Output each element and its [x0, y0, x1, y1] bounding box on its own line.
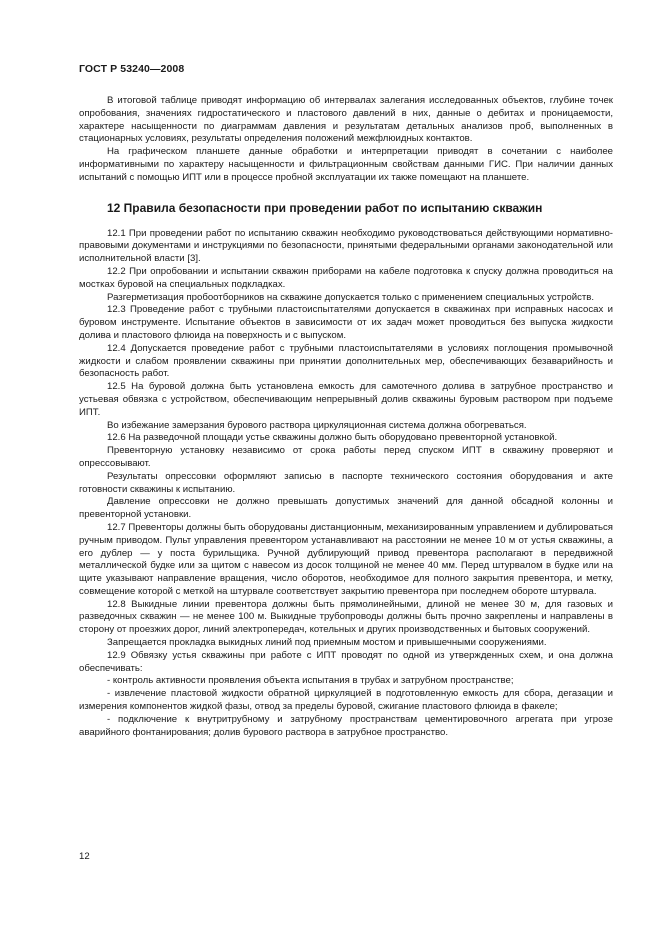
paragraph-12-4: 12.4 Допускается проведение работ с трубными пластоиспытателями в условиях поглощения промывочной жидкости и слабом проявлении скважины при принятии дополнительных мер, обеспечивающих безаварийность и безопасность работ. [79, 342, 613, 380]
paragraph: В итоговой таблице приводят информацию об интервалах залегания исследованных объектов, глубине точек опробования, значениях гидростатического и пластового давлений в них, данные о дебитах и проницаемости, характере насыщенности по диаграммам давления и результатам детальных анализов проб, выполненных в стационарных условиях, результаты определения положений межфлюидных контактов. [79, 95, 613, 145]
list-item: - контроль активности проявления объекта испытания в трубах и затрубном пространстве; [107, 675, 514, 687]
paragraph: Запрещается прокладка выкидных линий под приемным мостом и привышечными сооружениями. [107, 637, 547, 649]
paragraph-12-9: 12.9 Обвязку устья скважины при работе с ИПТ проводят по одной из утвержденных схем, и она должна обеспечивать: [79, 649, 613, 674]
paragraph: Давление опрессовки не должно превышать допустимых значений для данной обсадной колонны и превенторной установки. [79, 496, 613, 521]
section-heading: 12 Правила безопасности при проведении работ по испытанию скважин [107, 200, 543, 215]
paragraph: На графическом планшете данные обработки и интерпретации приводят в сочетании с наиболее информативными по характеру насыщенности и фильтрационным свойствам данными ГИС. При наличии данных испытаний с помощью ИПТ или в процессе пробной эксплуатации их также помещают на планшете. [79, 146, 613, 183]
standard-header: ГОСТ Р 53240—2008 [79, 63, 185, 75]
paragraph-12-3: 12.3 Проведение работ с трубными пластоиспытателями допускается в скважинах при исправных насосах и буровом инструменте. Испытание объектов в зависимости от их задач может проводиться без выпуска жидкости долива и пластового флюида на поверхность и с выпуском. [79, 304, 613, 341]
paragraph: Превенторную установку независимо от срока работы перед спуском ИПТ в скважину проверяют и опрессовывают. [79, 445, 613, 469]
paragraph-12-2: 12.2 При опробовании и испытании скважин приборами на кабеле подготовка к спуску должна проводиться на мостках буровой на специальных подкладках. [79, 265, 613, 290]
paragraph-12-7: 12.7 Превенторы должны быть оборудованы дистанционным, механизированным управлением и дублироваться ручным приводом. Пульт управления превентором устанавливают на расстоянии не менее 10 м от устья скважины, а его дублер — у поста бурильщика. Ручной дублирующий привод превентора располагают в передвижной металлической будке или за щитом с навесом из досок толщиной не менее 40 мм. Перед штурвалом в будке или на щите указывают направление вращения, число оборотов, необходимое для полного закрытия превентора, и метку, совмещение которой с меткой на штурвале соответствует закрытию превентора при последнем обороте штурвала. [79, 521, 613, 597]
page-number: 12 [79, 851, 90, 862]
paragraph-12-6: 12.6 На разведочной площади устье скважины должно быть оборудовано превенторной установкой. [107, 432, 558, 444]
list-item: - подключение к внутритрубному и затрубному пространствам цементировочного агрегата при угрозе аварийного фонтанирования; долив бурового раствора в затрубное пространство. [79, 713, 613, 738]
paragraph: Результаты опрессовки оформляют записью в паспорте технического состояния оборудования и акте готовности скважины к испытанию. [79, 470, 613, 495]
paragraph-12-5: 12.5 На буровой должна быть установлена емкость для самотечного долива в затрубное пространство и устьевая обвязка с устройством, обеспечивающим непрерывный долив скважины буровым раствором при подъеме ИПТ. [79, 381, 613, 418]
body-text [79, 95, 613, 739]
paragraph: Во избежание замерзания бурового раствора циркуляционная система должна обогреваться. [107, 419, 527, 431]
paragraph-12-8: 12.8 Выкидные линии превентора должны быть прямолинейными, длиной не менее 30 м, для газовых и разведочных скважин — не менее 100 м. Выкидные трубопроводы должны быть прочно закреплены и направлены в сторону от проезжих дорог, линий электропередач, котельных и других производственных и бытовых сооружений. [79, 598, 613, 636]
paragraph: Разгерметизация пробоотборников на скважине допускается только с применением специальных устройств. [107, 291, 595, 303]
paragraph-12-1: 12.1 При проведении работ по испытанию скважин необходимо руководствоваться действующими нормативно-правовыми документами и инструкциями по безопасности, принятыми федеральными органами законодательной или исполнительной власти [3]. [79, 227, 613, 265]
list-item: - извлечение пластовой жидкости обратной циркуляцией в подготовленную емкость для сбора, дегазации и измерения компонентов жидкой фазы, отвод за пределы буровой, сжигание пластового флюида в факеле; [79, 688, 613, 713]
